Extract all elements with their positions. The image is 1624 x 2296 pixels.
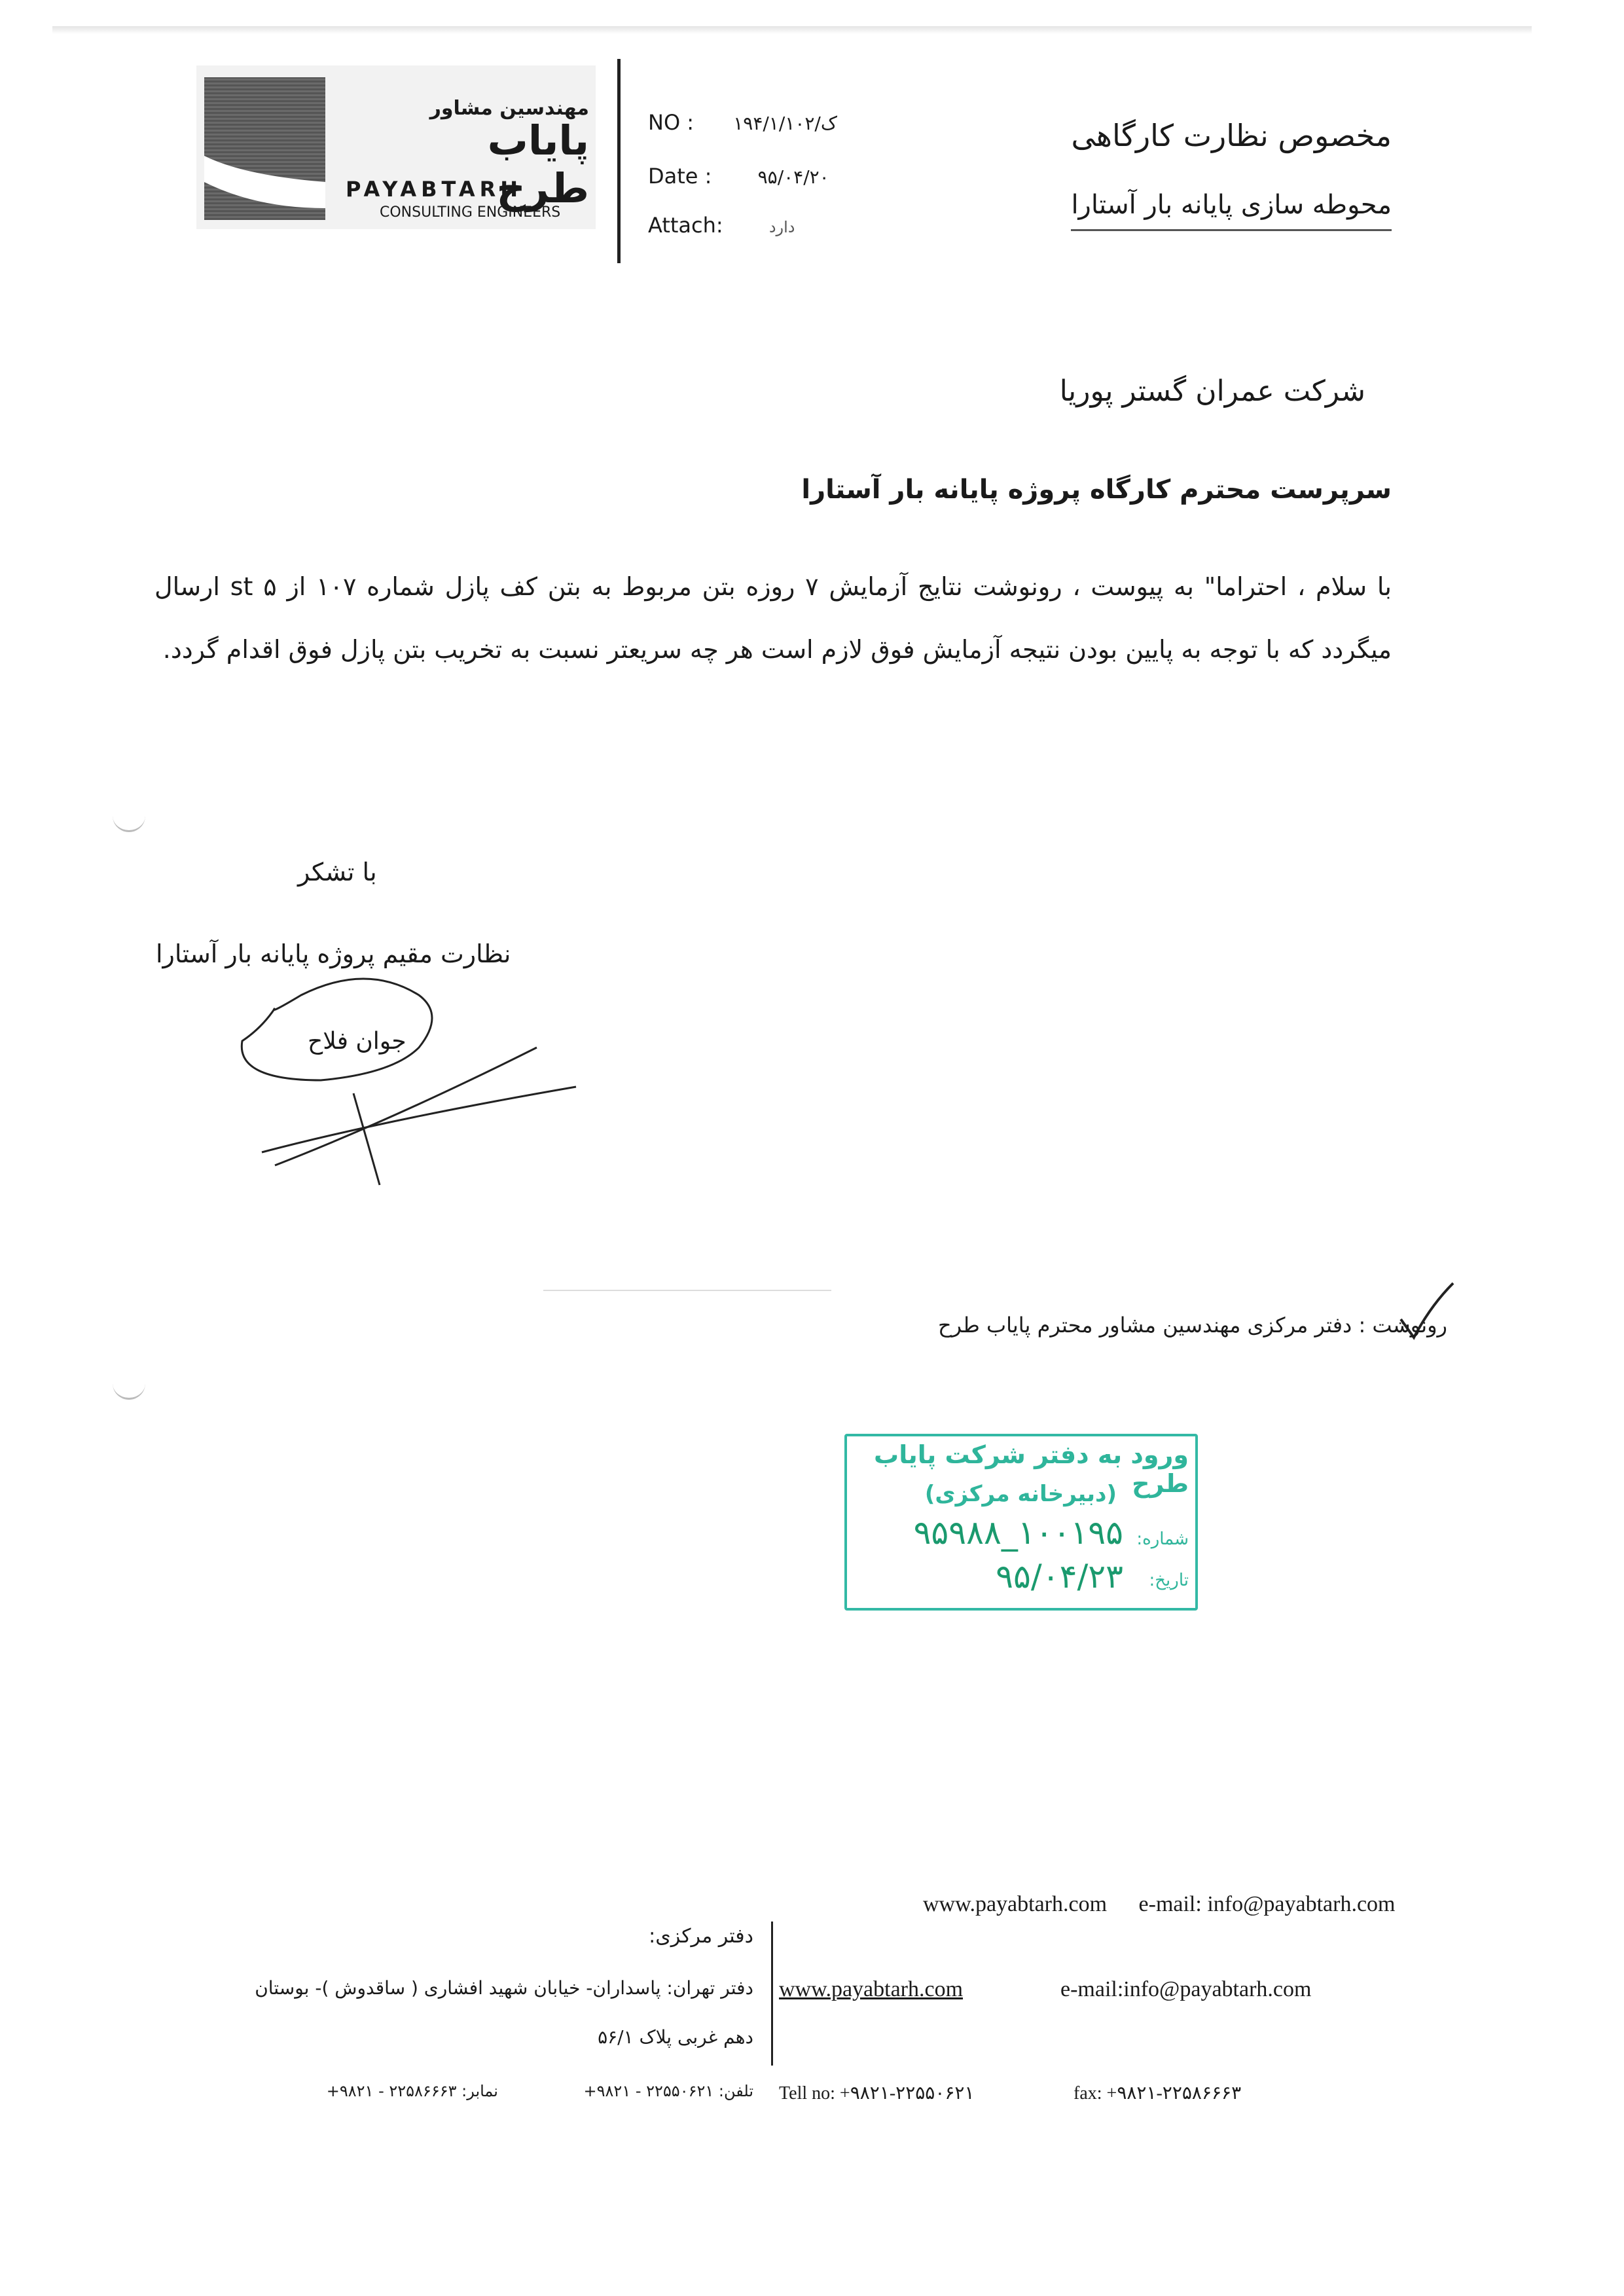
stamp-title: ورود به دفتر شرکت پایاب طرح — [874, 1440, 1189, 1498]
stamp-number-value: ۱۰۰۱۹۵_۹۵۹۸۸ — [913, 1514, 1123, 1552]
stamp-subtitle: (دبیرخانه مرکزی) — [924, 1481, 1117, 1507]
faint-line — [543, 1290, 831, 1291]
stamp-number-label: شماره: — [1136, 1529, 1189, 1549]
date-value: ۹۵/۰۴/۲۰ — [757, 166, 829, 188]
number-value: ۱۹۴/۱/ک/۱۰۲ — [733, 113, 837, 134]
footer-email-top[interactable]: e-mail: info@payabtarh.com — [1138, 1892, 1396, 1916]
recipient: شرکت عمران گستر پوریا — [1059, 374, 1365, 408]
header-subtitle: محوطه سازی پایانه بار آستارا — [1071, 190, 1392, 231]
logo-title-en: PAYABTARH — [346, 177, 523, 202]
date-label: Date : — [648, 164, 712, 189]
footer-phone-fa: تلفن: ۲۲۵۵۰۶۲۱ - ۹۸۲۱+ — [583, 2082, 753, 2100]
number-label: NO : — [648, 110, 695, 135]
signatory-name: جوان فلاح — [308, 1028, 406, 1055]
address-line-2: دهم غربی پلاک ۵۶/۱ — [598, 2026, 753, 2048]
central-office-label: دفتر مرکزی: — [649, 1925, 753, 1948]
header-title: مخصوص نظارت کارگاهی — [1071, 118, 1392, 153]
signature-icon — [223, 969, 589, 1192]
signatory-office: نظارت مقیم پروژه پایانه بار آستارا — [156, 939, 511, 968]
stamp-date-value: ۹۵/۰۴/۲۳ — [996, 1558, 1123, 1595]
footer-divider — [771, 1922, 773, 2066]
logo-title-fa: پایاب طرح — [487, 117, 589, 212]
scan-edge — [52, 26, 1532, 34]
logo-subtitle-fa: مهندسین مشاور — [429, 97, 589, 120]
closing: با تشکر — [298, 858, 377, 886]
salutation: سرپرست محترم کارگاه پروژه پایانه بار آستارا — [801, 475, 1392, 505]
letter-number — [648, 110, 837, 135]
stamp-date-label: تاریخ: — [1149, 1571, 1189, 1590]
footer-fax-en: fax: +۹۸۲۱-۲۲۵۸۶۶۶۳ — [1074, 2083, 1242, 2104]
letter-date — [648, 164, 829, 189]
tehran-office-address: دفتر تهران: پاسداران- خیابان شهید افشاری ( ساقدوش )- بوستان — [255, 1977, 753, 1999]
registry-stamp — [844, 1434, 1198, 1611]
attach-value: دارد — [768, 218, 795, 236]
footer-email[interactable]: e-mail:info@payabtarh.com — [1060, 1977, 1312, 2001]
letter-body: با سلام ، احتراما" به پیوست ، رونوشت نتایج آزمایش ۷ روزه بتن مربوط به بتن کف پازل شماره ۱۰۷ از ۵ st ارسال میگردد که با توجه به پایین بودن نتیجه آزمایش فوق لازم است هر چه سریعتر نسبت به تخریب بتن پازل فوق اقدام گردد. — [154, 572, 1392, 664]
punch-hole-mark — [113, 1378, 145, 1400]
logo-mark-icon — [204, 77, 325, 220]
letter-attach — [648, 213, 795, 238]
copy-to: رونوشت : دفتر مرکزی مهندسین مشاور محترم پایاب طرح — [938, 1313, 1447, 1338]
punch-hole-mark — [113, 811, 145, 832]
footer-top-contact — [923, 1892, 1395, 1917]
footer-tel-en: Tell no: +۹۸۲۱-۲۲۵۵۰۶۲۱ — [779, 2083, 975, 2104]
footer-website-top[interactable]: www.payabtarh.com — [923, 1892, 1108, 1916]
logo-subtitle-en: CONSULTING ENGINEERS — [380, 204, 561, 221]
footer-website[interactable]: www.payabtarh.com — [779, 1977, 964, 2001]
footer-fax-fa: نمابر: ۲۲۵۸۶۶۶۳ - ۹۸۲۱+ — [326, 2082, 498, 2100]
header-divider — [617, 59, 621, 263]
attach-label: Attach: — [648, 213, 723, 238]
